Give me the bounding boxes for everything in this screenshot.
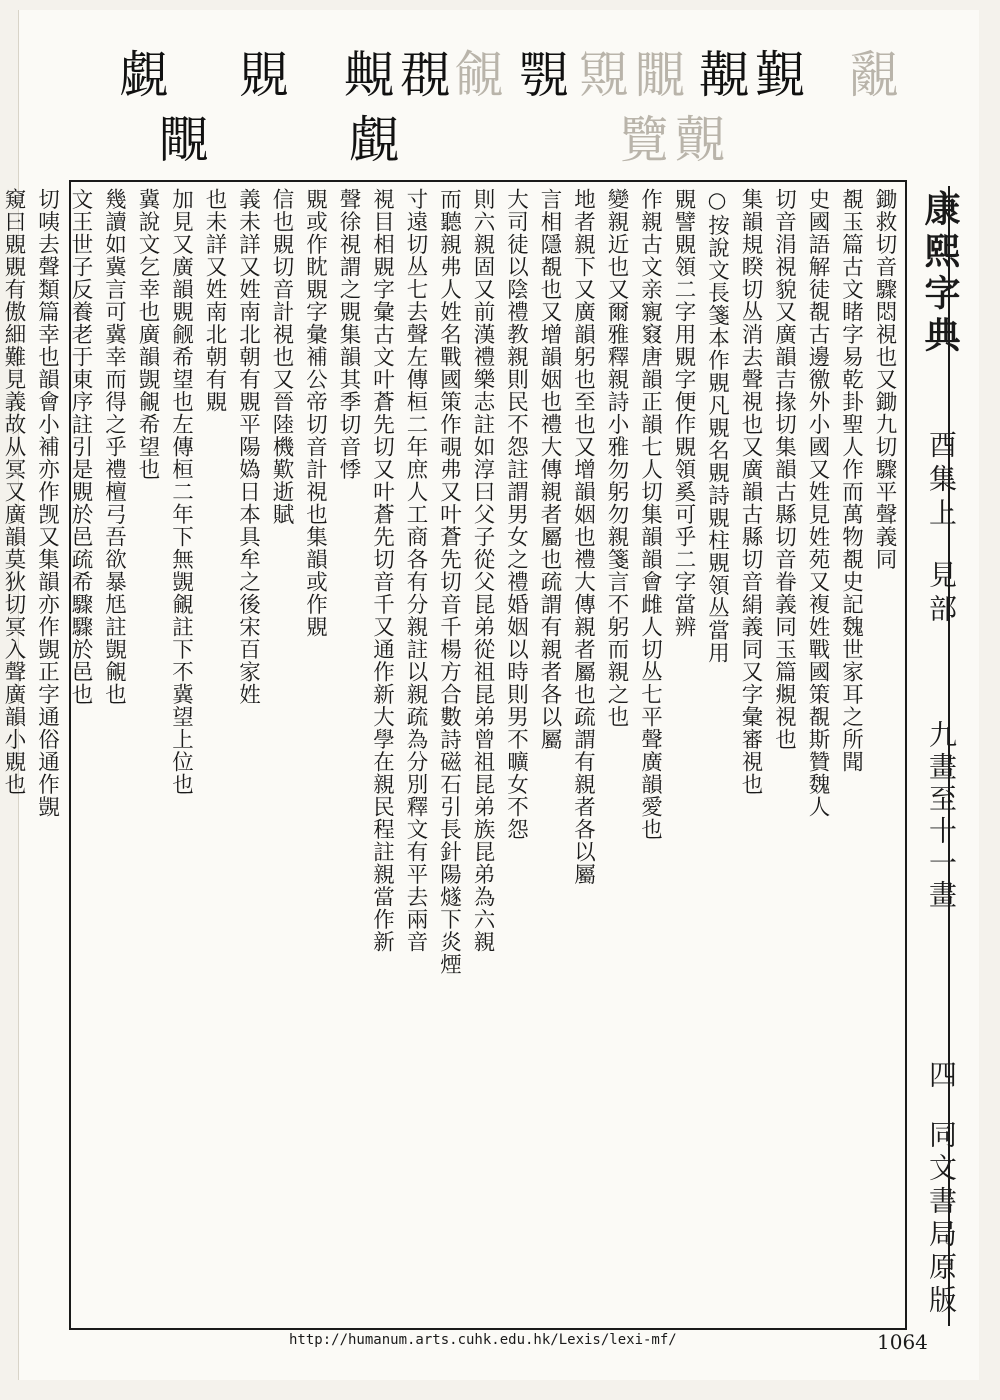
seal-glyph: 覨	[519, 46, 575, 104]
text-column: 視目相覞字彙古文叶蒼先切又叶蒼先切音千又通作新大學在親民程註親當作新	[369, 188, 395, 953]
text-column: 作親古文亲寴窡唐韻正韻七人切集韻韻會雌人切丛七平聲廣韻愛也	[637, 188, 663, 841]
text-column: 冀說文乞幸也廣韻覬覦希望也	[135, 188, 160, 481]
seal-glyph: 覸	[159, 111, 215, 169]
text-column: 而聽親弗人姓名戰國策作覗弗又叶蒼先切音千楊方合數詩磁石引長針陽燧下炎煙	[436, 188, 462, 976]
text-column: 信也覞切音計視也又晉陸機歎逝賦	[269, 188, 294, 526]
text-column: 鋤救切音驟悶視也又鋤九切驟平聲義同	[872, 188, 897, 571]
seal-glyph: 覷	[119, 46, 175, 104]
title-column	[914, 180, 984, 1330]
text-column: 加見又廣韻覞觎希望也左傳桓二年下無覬覦註下不冀望上位也	[168, 188, 194, 796]
text-column: 言相隱覩也又增韻姻也禮大傳親者屬也疏謂有親者各以屬	[537, 188, 562, 751]
text-column: 覞或作眈覞字彙補公帝切音計視也集韻或作覞	[302, 188, 328, 638]
text-column: 大司徒以陰禮教親則民不怨註謂男女之禮婚姻以時則男不曠女不怨	[503, 188, 529, 841]
text-columns	[1, 188, 899, 1322]
text-frame	[1, 180, 907, 1330]
text-column: 史國語解徒覩古邊徼外小國又姓見姓苑又複姓戰國策覩斯贊魏人	[805, 188, 830, 818]
text-column: 切音涓視貌又廣韻吉掾切集韻古縣切音眷義同玉篇覜視也	[771, 188, 797, 751]
text-column: 覩玉篇古文睹字易乾卦聖人作而萬物覩史記魏世家耳之所聞	[838, 188, 864, 773]
source-url[interactable]: http://humanum.arts.cuhk.edu.hk/Lexis/lexi-mf/	[289, 1332, 677, 1348]
text-column: 則六親固又前漢禮樂志註如淳曰父子從父昆弟從祖昆弟曾祖昆弟族昆弟為六親	[470, 188, 495, 953]
seal-glyph: 覯覲	[699, 46, 811, 104]
seal-script-band	[59, 30, 949, 185]
seal-glyph-faint: 覭覵	[579, 46, 691, 104]
text-column: 也未詳又姓南北朝有覞	[202, 188, 227, 413]
text-column: 變親近也又爾雅釋親詩小雅勿躬勿親箋言不躬而親之也	[604, 188, 629, 728]
volume-label: 酉集上	[925, 430, 958, 532]
radical-label: 見部	[925, 560, 958, 628]
text-column: 集韻規睽切丛消去聲視也又廣韻古縣切音絹義同又字彙審視也	[738, 188, 763, 796]
seal-glyph-faint: 覽覿	[619, 111, 731, 169]
text-column: 文王世子反養老于東序註引是覞於邑疏希驟驟於邑也	[68, 188, 93, 706]
seal-glyph: 覞	[239, 46, 295, 104]
seal-glyph: 覰	[349, 111, 405, 169]
stroke-range-label: 九畫至十一畫	[925, 720, 958, 912]
seal-glyph: 覥覠	[344, 46, 456, 104]
publisher-label: 同文書局原版	[925, 1120, 958, 1318]
text-column: 義未詳又姓南北朝有覞平陽媯日本具牟之後宋百家姓	[235, 188, 261, 706]
text-column: ○按說文長箋本作覞凡覞名覞詩覞柱覞領丛當用	[704, 188, 730, 664]
text-column: 寸遠切丛七去聲左傳桓二年庶人工商各有分親註以親疏為分別釋文有平去兩音	[403, 188, 428, 953]
text-column: 窺曰覞覞有傲細難見義故从冥又廣韻莫狄切冥入聲廣韻小覞也	[1, 188, 26, 796]
text-column: 幾讀如冀言可冀幸而得之乎禮檀弓吾欲暴尪註覬覦也	[101, 188, 127, 706]
dictionary-page	[1, 10, 979, 1380]
book-title: 康熙字典	[919, 190, 961, 358]
page-number: 1064	[877, 1330, 928, 1354]
seal-glyph-faint: 覶	[849, 46, 905, 104]
page-index-label: 四	[925, 1060, 958, 1088]
seal-glyph-faint: 覦	[454, 46, 510, 104]
text-column: 覞譬覞領二字用覞字便作覞領奚可乎二字當辨	[671, 188, 696, 638]
text-column: 切咦去聲類篇幸也韻會小補亦作觊又集韻亦作覬正字通俗通作覬	[34, 188, 60, 818]
text-column: 聲徐視謂之覞集韻其季切音悸	[336, 188, 361, 481]
text-column: 地者親下又廣韻躬也至也又增韻姻也禮大傳親者屬也疏謂有親者各以屬	[570, 188, 596, 886]
